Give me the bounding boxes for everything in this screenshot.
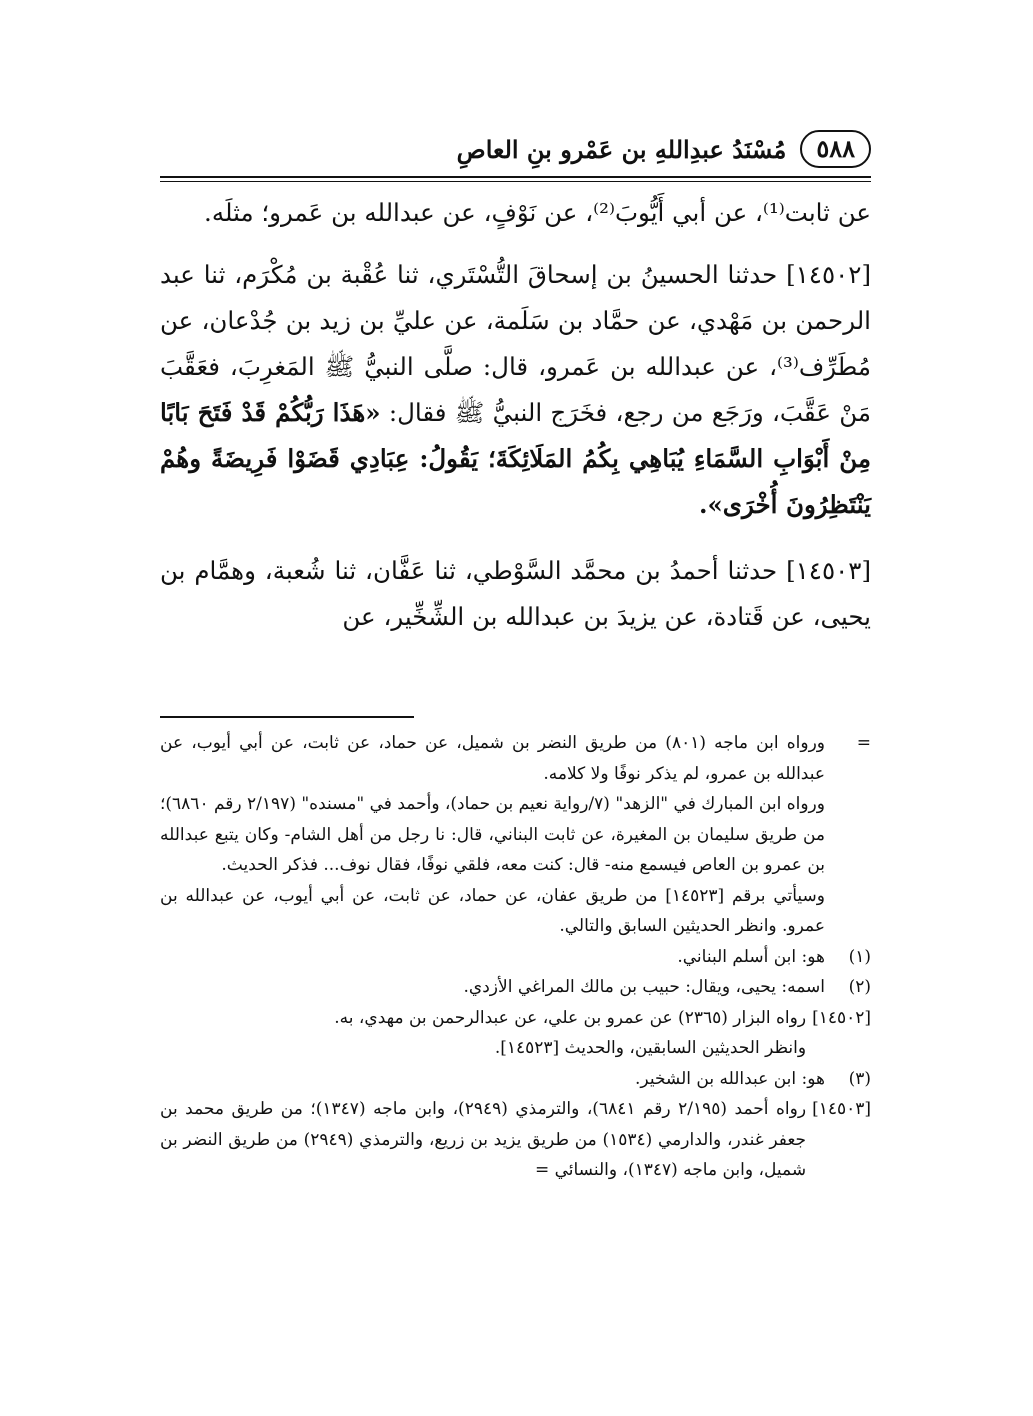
hadith-number: [١٤٥٠٢] <box>786 260 871 289</box>
footnote-3 <box>160 1064 871 1095</box>
footnote-marker: (١) <box>848 946 871 967</box>
footnote-1 <box>160 942 871 973</box>
header-rule <box>160 176 871 178</box>
footnote-marker: (٣) <box>848 1068 871 1089</box>
hadith-14502 <box>160 252 871 528</box>
hadith-text: حدثنا الحسينُ بن إسحاقَ التُّسْتَري، ثنا عُقْبة بن مُكْرَم، ثنا عبد الرحمن بن مَهْدي، عن حمَّاد بن سَلَمة، عن عليِّ بن زيد بن جُدْعان، عن مُطَرِّف⁽³⁾، عن عبدالله بن عَمرو، قال: صلَّى النبيُّ ﷺ المَغرِبَ، فعَقَّبَ مَنْ عَقَّبَ، ورَجَع من رجع، فخَرَج النبيُّ ﷺ فقال: <box>160 260 871 427</box>
footnote-marker: [١٤٥٠٢] <box>812 1007 871 1028</box>
page-number: ٥٨٨ <box>800 130 871 168</box>
hadith-number: [١٤٥٠٣] <box>786 556 871 585</box>
header-rule-thin <box>160 181 871 182</box>
footnote-line: وانظر الحديثين السابقين، والحديث [١٤٥٢٣]. <box>494 1038 807 1058</box>
footnote-line: ورواه ابن ماجه (٨٠١) من طريق النضر بن شميل، عن حماد، عن ثابت، عن أبي أيوب، عن عبدالله بن عمرو، لم يذكر نوفًا ولا كلامه. <box>160 733 825 784</box>
hadith-14503 <box>160 548 871 640</box>
footnote-marker: = <box>856 733 871 753</box>
footnote-text: رواه أحمد (٢/١٩٥ رقم ٦٨٤١)، والترمذي (٢٩٤٩)، وابن ماجه (١٣٤٧)؛ من طريق محمد بن جعفر غندر، والدارمي (١٥٣٤) من طريق يزيد بن زريع، والترمذي (٢٩٤٩) من طريق النضر بن شميل، وابن ماجه (١٣٤٧)، والنسائي = <box>160 1099 807 1180</box>
footnote-marker: (٢) <box>848 977 871 997</box>
footnote-text: اسمه: يحيى، ويقال: حبيب بن مالك المراغي الأزدي. <box>463 977 825 997</box>
footnote-ref-14502 <box>160 1003 871 1064</box>
footnote-2 <box>160 972 871 1003</box>
footnote-line: ورواه ابن المبارك في "الزهد" (٧/رواية نعيم بن حماد)، وأحمد في "مسنده" (٢/١٩٧ رقم ٦٨٦٠)؛ من طريق سليمان بن المغيرة، عن ثابت البناني، قال: نا رجل من أهل الشام- وكان يتبع عبدالله بن عمرو بن العاص فيسمع منه- قال: كنت معه، فلقي نوفًا، فقال نوف... فذكر الحديث. <box>160 794 825 875</box>
hadith-text: حدثنا أحمدُ بن محمَّد السَّوْطي، ثنا عَفَّان، ثنا شُعبة، وهمَّام بن يحيى، عن قَتادة، عن يزيدَ بن عبدالله بن الشِّخِّير، عن <box>160 556 871 631</box>
footnote-text: هو: ابن أسلم البناني. <box>677 946 825 967</box>
footnote-continuation <box>160 728 871 942</box>
prophetic-saying: «هَذَا رَبُّكُمْ قَدْ فَتَحَ بَابًا مِنْ أَبْوَابِ السَّمَاءِ يُبَاهِي بِكُمُ المَلَائِكَةَ؛ يَقُولُ: عِبَادِي قَضَوْا فَرِيضَةً وهُمْ يَنْتَظِرُونَ أُخْرَى». <box>160 398 871 519</box>
continuation-paragraph: عن ثابت⁽¹⁾، عن أبي أَيُّوبَ⁽²⁾، عن نَوْفٍ، عن عبدالله بن عَمرو؛ مثلَه. <box>204 198 871 227</box>
page-header <box>160 118 871 180</box>
footnotes <box>160 728 871 1186</box>
main-text <box>160 190 871 640</box>
footnote-ref-14503 <box>160 1094 871 1186</box>
footnote-marker: [١٤٥٠٣] <box>812 1099 871 1119</box>
footnote-line: رواه البزار (٢٣٦٥) عن عمرو بن علي، عن عبدالرحمن بن مهدي، به. <box>334 1007 807 1028</box>
running-title: مُسْنَدُ عبدِاللهِ بن عَمْرو بنِ العاصِ <box>456 134 787 164</box>
footnote-separator <box>160 716 414 718</box>
footnote-line: وسيأتي برقم [١٤٥٢٣] من طريق عفان، عن حماد، عن ثابت، عن أبي أيوب، عن عبدالله بن عمرو. وانظر الحديثين السابق والتالي. <box>160 885 825 936</box>
footnote-text: هو: ابن عبدالله بن الشخير. <box>635 1068 825 1089</box>
